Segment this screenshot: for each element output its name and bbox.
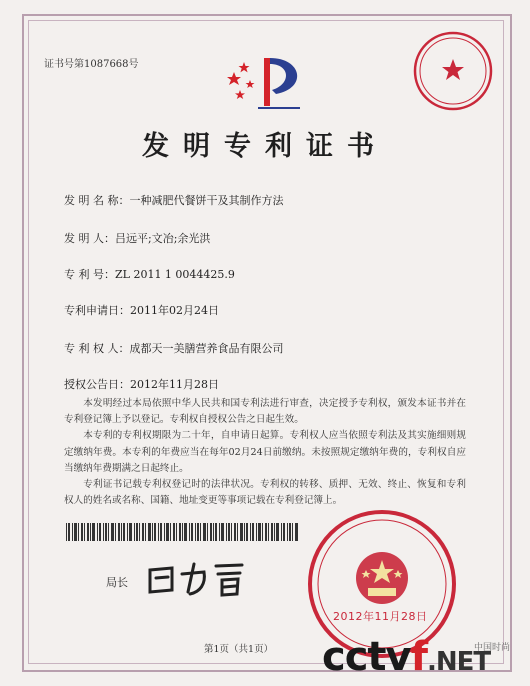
- invention-name-label: 发 明 名 称：: [64, 194, 130, 207]
- patentee-label: 专 利 权 人：: [64, 342, 130, 355]
- patentee-value: 成都天一美膳营养食品有限公司: [129, 342, 284, 355]
- director-label: 局长: [106, 576, 128, 589]
- patentee-row: [64, 340, 284, 356]
- patent-number-value: ZL 2011 1 0044425.9: [115, 268, 235, 281]
- inventor-label: 发 明 人：: [64, 232, 115, 245]
- watermark-brand-b: f: [410, 634, 428, 680]
- invention-name-value: 一种减肥代餐饼干及其制作方法: [129, 194, 284, 207]
- barcode: [66, 523, 298, 541]
- seal-date: 2012年11月28日: [333, 610, 428, 623]
- inventor-row: [64, 230, 210, 246]
- watermark-brand-a: cctv: [322, 634, 411, 680]
- small-seal: [412, 30, 494, 112]
- patent-office-logo: [222, 50, 312, 112]
- grant-date-row: [64, 376, 219, 392]
- body-paragraph-2: 本专利的专利权期限为二十年，自申请日起算。专利权人应当依照专利法及其实施细则规定缴纳年费。本专利的年费应当在每年02月24日前缴纳。未按照规定缴纳年费的，专利权自应当缴纳年费期满之日起终止。: [64, 430, 466, 474]
- watermark-small-text: 中国时尚: [474, 643, 511, 653]
- certificate-body: [64, 396, 466, 509]
- director-signature: [142, 556, 252, 600]
- grant-date-value: 2012年11月28日: [130, 378, 219, 391]
- grant-date-label: 授权公告日：: [64, 378, 130, 391]
- page-number: 第1页（共1页）: [204, 644, 274, 655]
- certificate-title: 发明专利证书: [142, 131, 388, 162]
- watermark-brand-c: .NET: [427, 647, 491, 677]
- site-watermark: [322, 634, 490, 680]
- invention-name-row: [64, 192, 284, 208]
- patent-number-label: 专 利 号：: [64, 268, 115, 281]
- filing-date-label: 专利申请日：: [64, 304, 130, 317]
- inventor-value: 吕远平;文冶;余光洪: [115, 232, 211, 245]
- body-paragraph-1: 本发明经过本局依照中华人民共和国专利法进行审查，决定授予专利权，颁发本证书并在专利登记簿上予以登记。专利权自授权公告之日起生效。: [64, 398, 466, 426]
- body-paragraph-3: 专利证书记载专利权登记时的法律状况。专利权的转移、质押、无效、终止、恢复和专利权人的姓名或名称、国籍、地址变更等事项记载在专利登记簿上。: [64, 479, 466, 507]
- certificate-number: 证书号第1087668号: [44, 59, 139, 70]
- patent-number-row: [64, 266, 235, 282]
- filing-date-value: 2011年02月24日: [130, 304, 219, 317]
- filing-date-row: [64, 302, 219, 318]
